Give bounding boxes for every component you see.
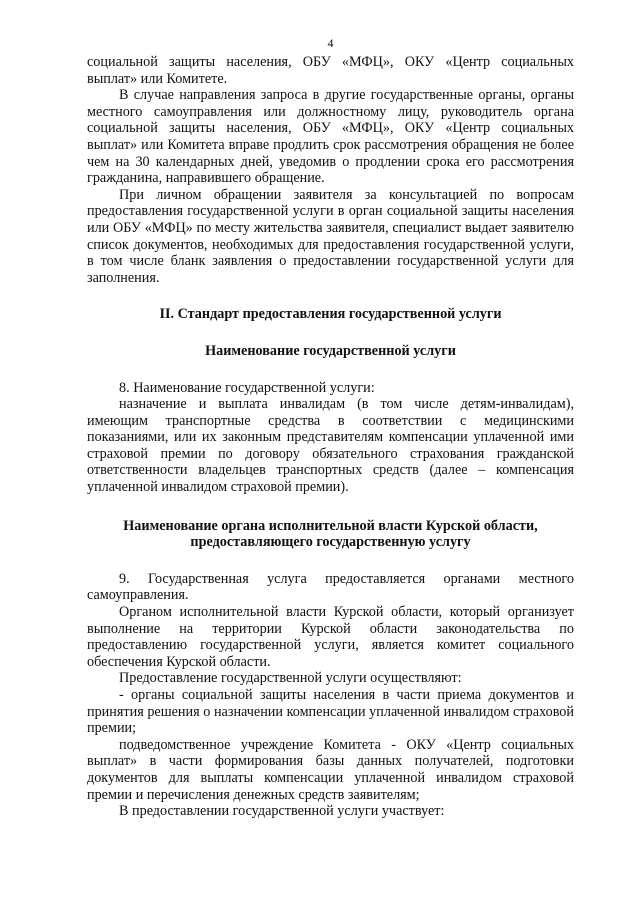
paragraph-participants-intro: В предоставлении государственной услуги участвует: — [119, 803, 445, 820]
page-number: 4 — [327, 36, 334, 50]
paragraph-continuation: социальной защиты населения, ОБУ «МФЦ», ОКУ «Центр социальных выплат» или Комитете. — [87, 54, 574, 87]
paragraph-subordinate-institution: подведомственное учреждение Комитета - ОКУ «Центр социальных выплат» в части формирования базы данных получателей, подготовки документов для выплаты компенсации уплаченной инвалидом страховой премии и перечисления денежных средств заявителям; — [87, 736, 574, 803]
subheading-service-name: Наименование государственной услуги — [205, 342, 456, 359]
subheading-executive-organ: Наименование органа исполнительной власти Курской области, предоставляющего государственную услугу — [123, 517, 538, 551]
section-heading-standard: II. Стандарт предоставления государственной услуги — [159, 306, 502, 323]
paragraph-executive-organ: Органом исполнительной власти Курской области, который организует выполнение на территории Курской области законодательства по предоставлению государственной услуги, является комитет социального обеспечения Курской области. — [87, 604, 574, 670]
paragraph-personal-consultation: При личном обращении заявителя за консультацией по вопросам предоставления государственной услуги в орган социальной защиты населения или ОБУ «МФЦ» по месту жительства заявителя, специалист выдает заявителю список документов, необходимых для предоставления государственной услуги, в том числе бланк заявления о предоставлении государственной услуги для заполнения. — [87, 186, 574, 286]
paragraph-providers-intro: Предоставление государственной услуги осуществляют: — [119, 670, 462, 687]
paragraph-social-protection-organs: - органы социальной защиты населения в части приема документов и принятия решения о назначении компенсации уплаченной инвалидом страховой премии; — [87, 687, 574, 737]
paragraph-item-9: 9. Государственная услуга предоставляется органами местного самоуправления. — [87, 570, 574, 604]
paragraph-item-8: 8. Наименование государственной услуги: — [119, 379, 375, 396]
paragraph-service-description: назначение и выплата инвалидам (в том числе детям-инвалидам), имеющим транспортные средства в соответствии с медицинскими показаниями, или их законным представителям компенсации уплаченной ими страховой премии по договору обязательного страхования гражданской ответственности владельцев транспортных средств (далее – компенсация уплаченной инвалидом страховой премии). — [87, 396, 574, 496]
paragraph-request-extension: В случае направления запроса в другие государственные органы, органы местного самоуправления или должностному лицу, руководитель органа социальной защиты населения, ОБУ «МФЦ», ОКУ «Центр социальных выплат» или Комитета вправе продлить срок рассмотрения обращения не более чем на 30 календарных дней, уведомив о продлении срока его рассмотрения гражданина, направившего обращение. — [87, 87, 574, 187]
